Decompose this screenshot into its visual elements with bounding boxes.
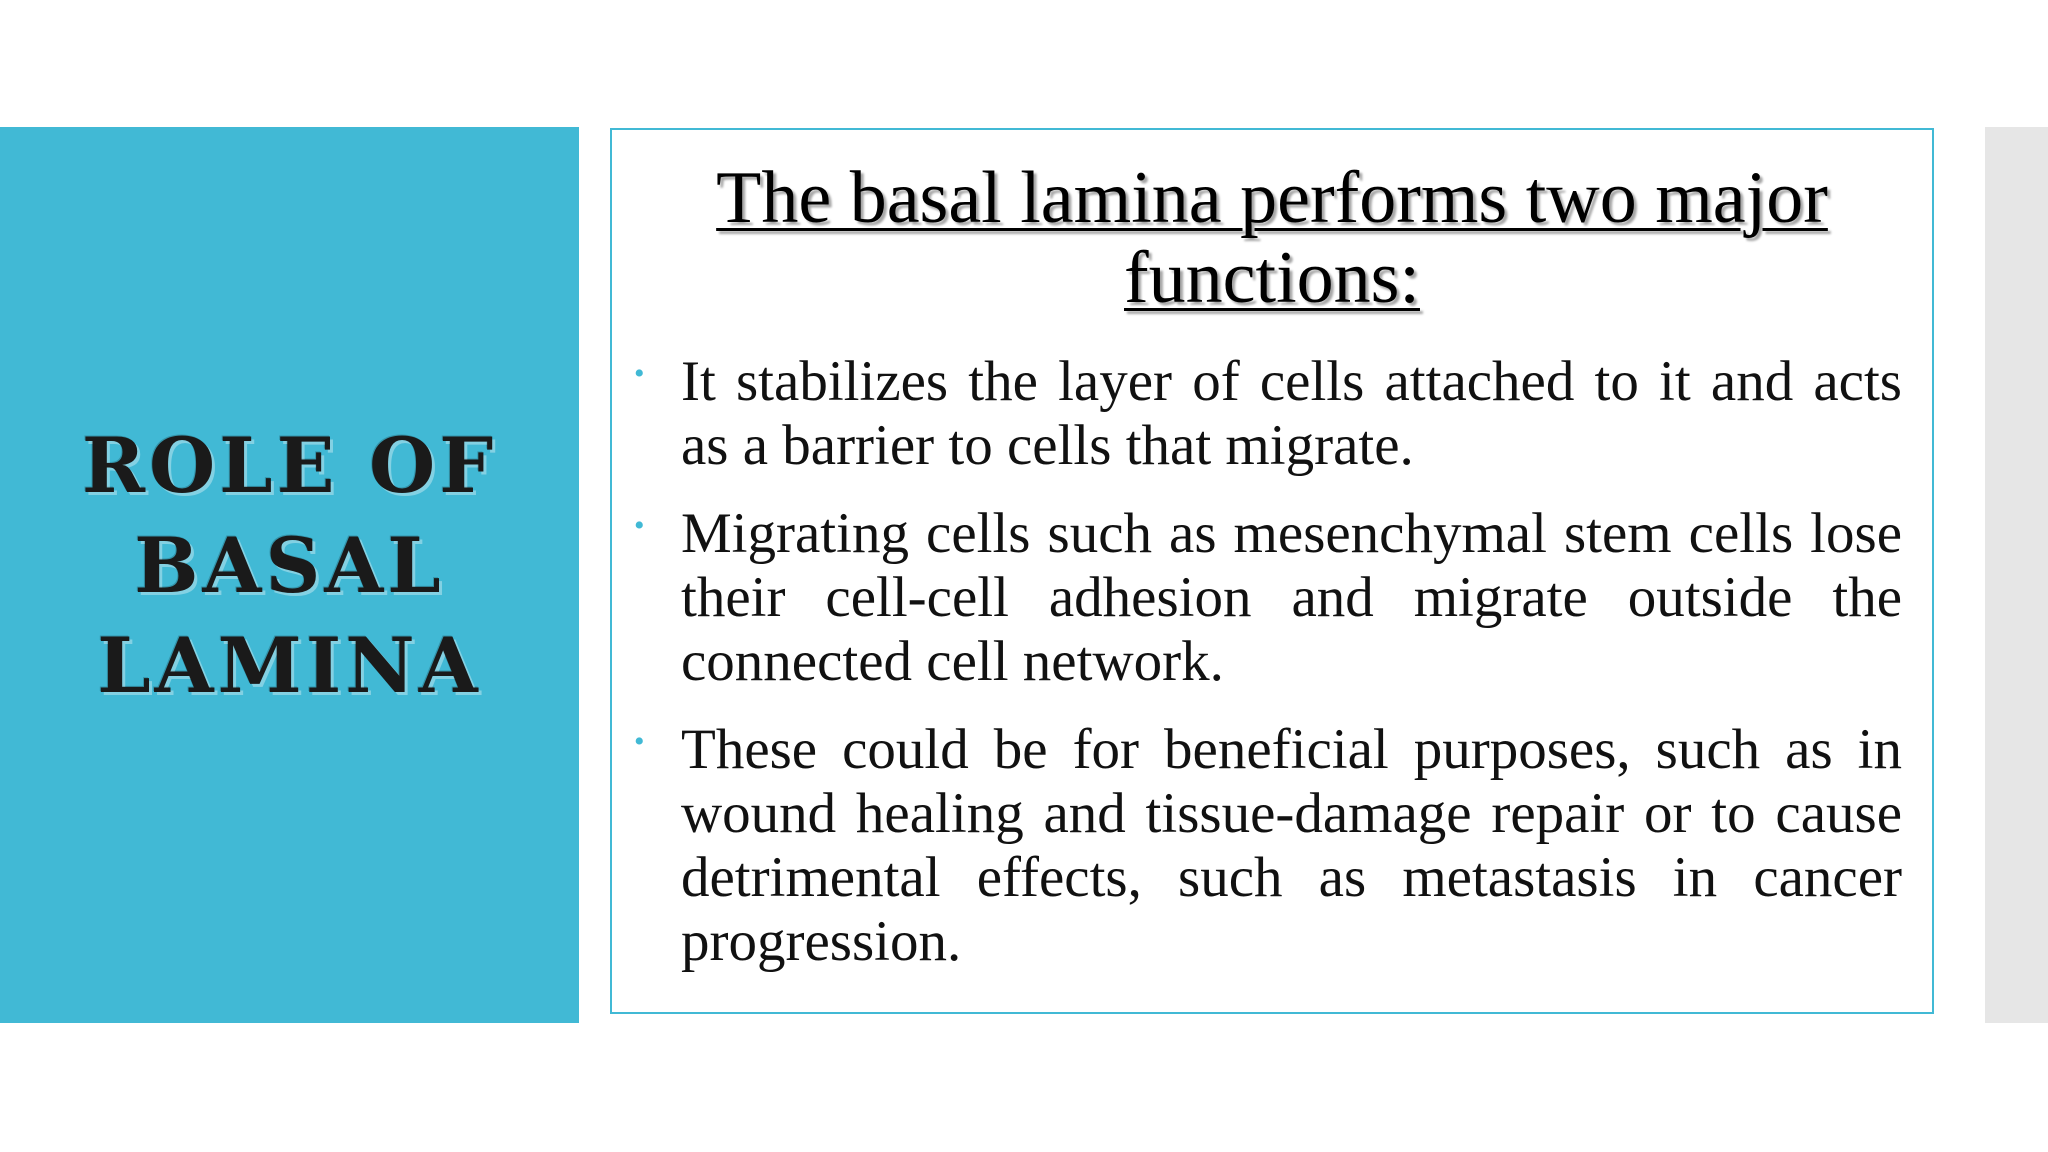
- content-heading-line-1: The basal lamina performs two major: [716, 157, 1828, 239]
- title-panel: [0, 127, 579, 1023]
- content-heading-line-2: functions:: [1124, 237, 1420, 319]
- slide-title: [82, 416, 497, 716]
- slide-title-line-1: ROLE OF: [81, 421, 498, 510]
- bullet-item: [632, 350, 1902, 478]
- bullet-text: These could be for beneficial purposes, such as in wound healing and tissue-damage repair or to cause detrimental effects, such as metastasis in cancer progression.: [681, 718, 1902, 973]
- bullet-icon: •: [634, 725, 645, 758]
- decorative-strip: [1985, 127, 2048, 1023]
- bullet-text: Migrating cells such as mesenchymal stem cells lose their cell-cell adhesion and migrate outside the connected cell network.: [681, 502, 1902, 693]
- slide-title-line-3: LAMINA: [97, 621, 482, 710]
- content-box: [610, 128, 1934, 1014]
- bullet-list: [632, 350, 1902, 998]
- bullet-icon: •: [634, 509, 645, 542]
- slide-title-line-2: BASAL: [134, 521, 445, 610]
- bullet-item: [632, 718, 1902, 974]
- bullet-text: It stabilizes the layer of cells attached to it and acts as a barrier to cells that migrate.: [681, 350, 1902, 477]
- content-heading: [612, 158, 1932, 318]
- bullet-item: [632, 502, 1902, 694]
- bullet-icon: •: [634, 357, 645, 390]
